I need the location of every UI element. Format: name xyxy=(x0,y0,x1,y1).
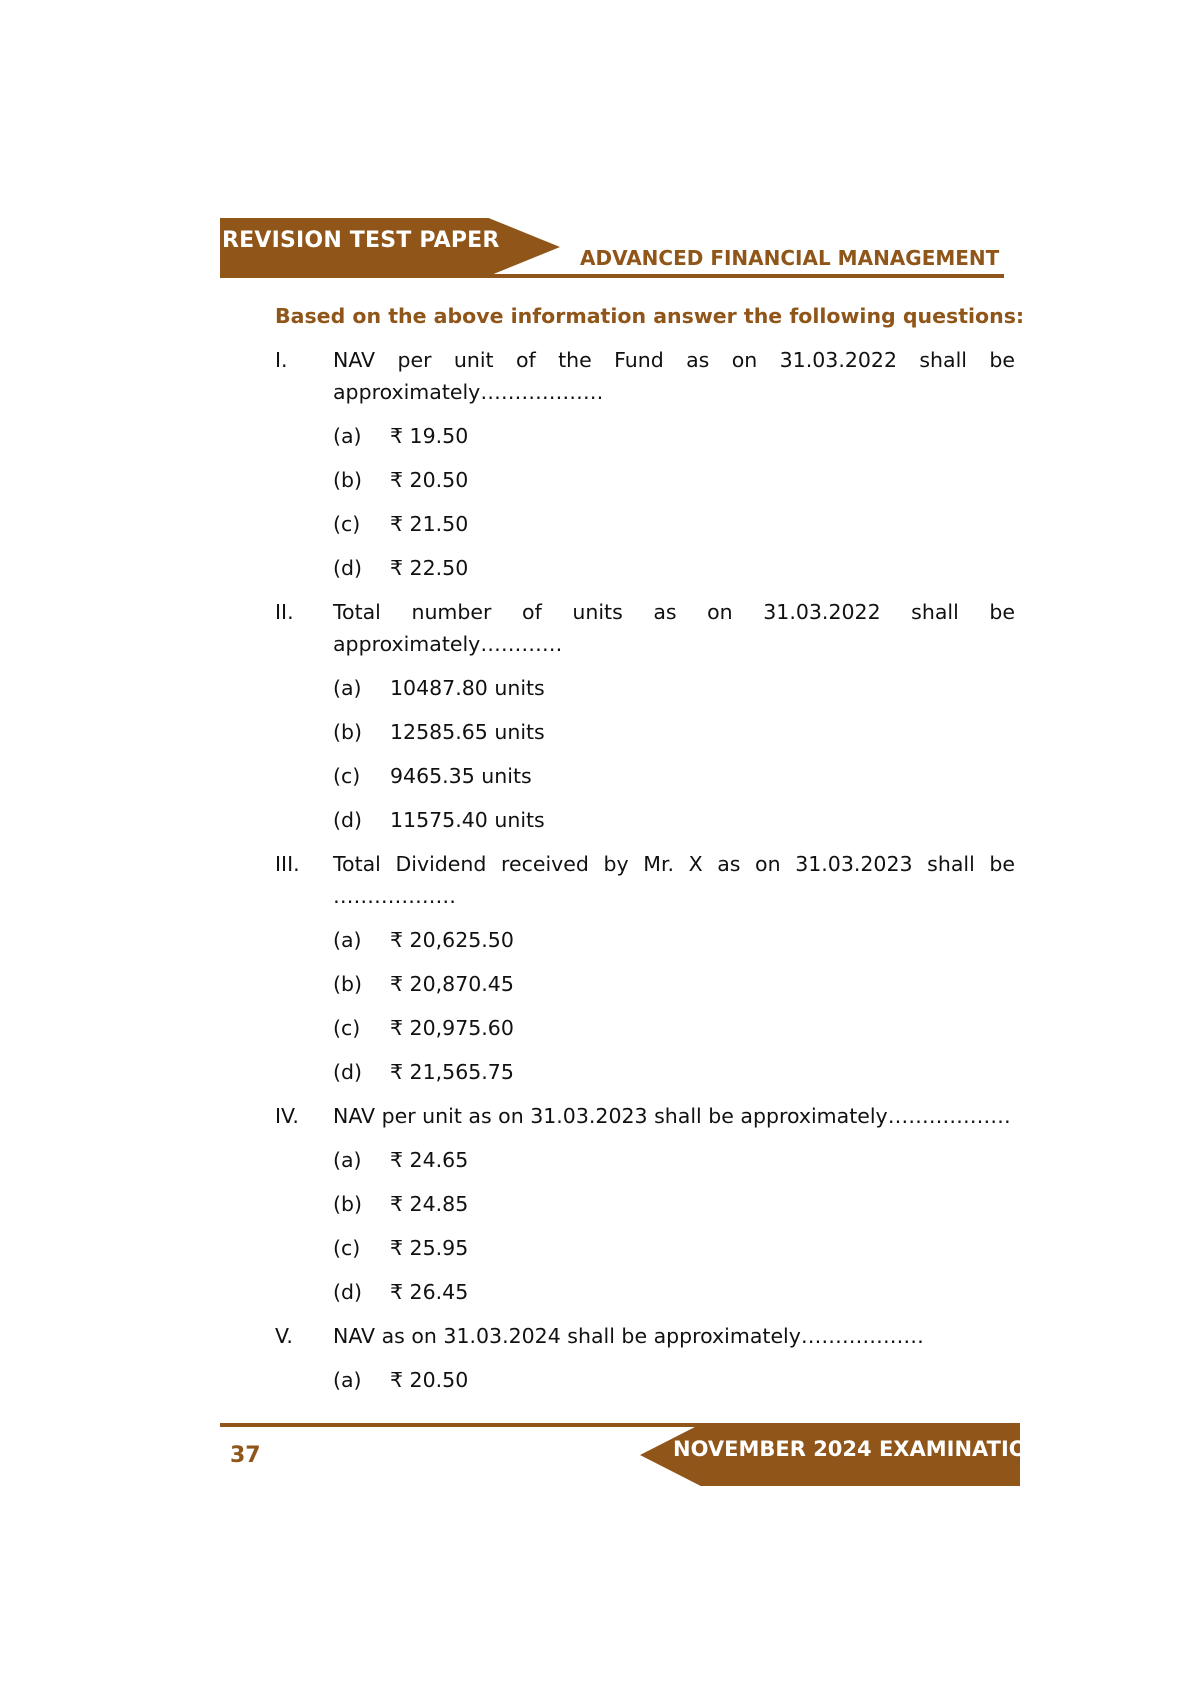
question-text: NAV as on 31.03.2024 shall be approximately……………… xyxy=(333,1324,924,1348)
option-value: ₹ 22.50 xyxy=(390,556,469,580)
option-value: 9465.35 units xyxy=(390,764,532,788)
option-value: ₹ 26.45 xyxy=(390,1280,469,1304)
intro-heading: Based on the above information answer the following questions: xyxy=(275,304,1025,328)
option-value: ₹ 20.50 xyxy=(390,468,469,492)
question-number: I. xyxy=(275,348,288,372)
option-label: (d) xyxy=(333,556,363,580)
question-text xyxy=(333,344,1015,408)
header-label: REVISION TEST PAPER xyxy=(222,228,500,253)
question-line: Total number of units as on 31.03.2022 shall be xyxy=(333,600,1015,624)
option-label: (a) xyxy=(333,928,362,952)
question-number: III. xyxy=(275,852,300,876)
option-label: (c) xyxy=(333,512,361,536)
option-value: 10487.80 units xyxy=(390,676,545,700)
question-line: Total Dividend received by Mr. X as on 31.03.2023 shall be xyxy=(333,852,1015,876)
question-line-cont: approximately……………… xyxy=(333,380,604,404)
option-label: (c) xyxy=(333,1236,361,1260)
footer-exam-label: NOVEMBER 2024 EXAMINATION xyxy=(673,1437,1045,1461)
page-number: 37 xyxy=(230,1443,261,1468)
option-label: (b) xyxy=(333,972,363,996)
option-value: 11575.40 units xyxy=(390,808,545,832)
option-value: ₹ 21.50 xyxy=(390,512,469,536)
option-value: ₹ 19.50 xyxy=(390,424,469,448)
option-label: (d) xyxy=(333,1280,363,1304)
option-value: ₹ 24.65 xyxy=(390,1148,469,1172)
option-label: (b) xyxy=(333,468,363,492)
question-number: II. xyxy=(275,600,294,624)
question-number: V. xyxy=(275,1324,293,1348)
question-text xyxy=(333,596,1015,660)
option-label: (a) xyxy=(333,424,362,448)
option-value: ₹ 20.50 xyxy=(390,1368,469,1392)
option-value: ₹ 21,565.75 xyxy=(390,1060,514,1084)
option-label: (a) xyxy=(333,1148,362,1172)
option-label: (d) xyxy=(333,808,363,832)
option-value: ₹ 20,625.50 xyxy=(390,928,514,952)
option-label: (a) xyxy=(333,1368,362,1392)
question-line: NAV per unit of the Fund as on 31.03.2022 shall be xyxy=(333,348,1015,372)
option-label: (b) xyxy=(333,1192,363,1216)
option-label: (b) xyxy=(333,720,363,744)
option-label: (c) xyxy=(333,1016,361,1040)
option-label: (a) xyxy=(333,676,362,700)
question-line-cont: ……………… xyxy=(333,884,456,908)
option-value: ₹ 20,975.60 xyxy=(390,1016,514,1040)
option-label: (c) xyxy=(333,764,361,788)
question-number: IV. xyxy=(275,1104,299,1128)
header-rule xyxy=(220,274,1004,278)
option-value: 12585.65 units xyxy=(390,720,545,744)
question-text xyxy=(333,848,1015,912)
question-text: NAV per unit as on 31.03.2023 shall be approximately……………… xyxy=(333,1104,1011,1128)
option-value: ₹ 25.95 xyxy=(390,1236,469,1260)
option-value: ₹ 20,870.45 xyxy=(390,972,514,996)
option-label: (d) xyxy=(333,1060,363,1084)
question-line-cont: approximately………… xyxy=(333,632,563,656)
header-subject: ADVANCED FINANCIAL MANAGEMENT xyxy=(580,246,1000,270)
option-value: ₹ 24.85 xyxy=(390,1192,469,1216)
